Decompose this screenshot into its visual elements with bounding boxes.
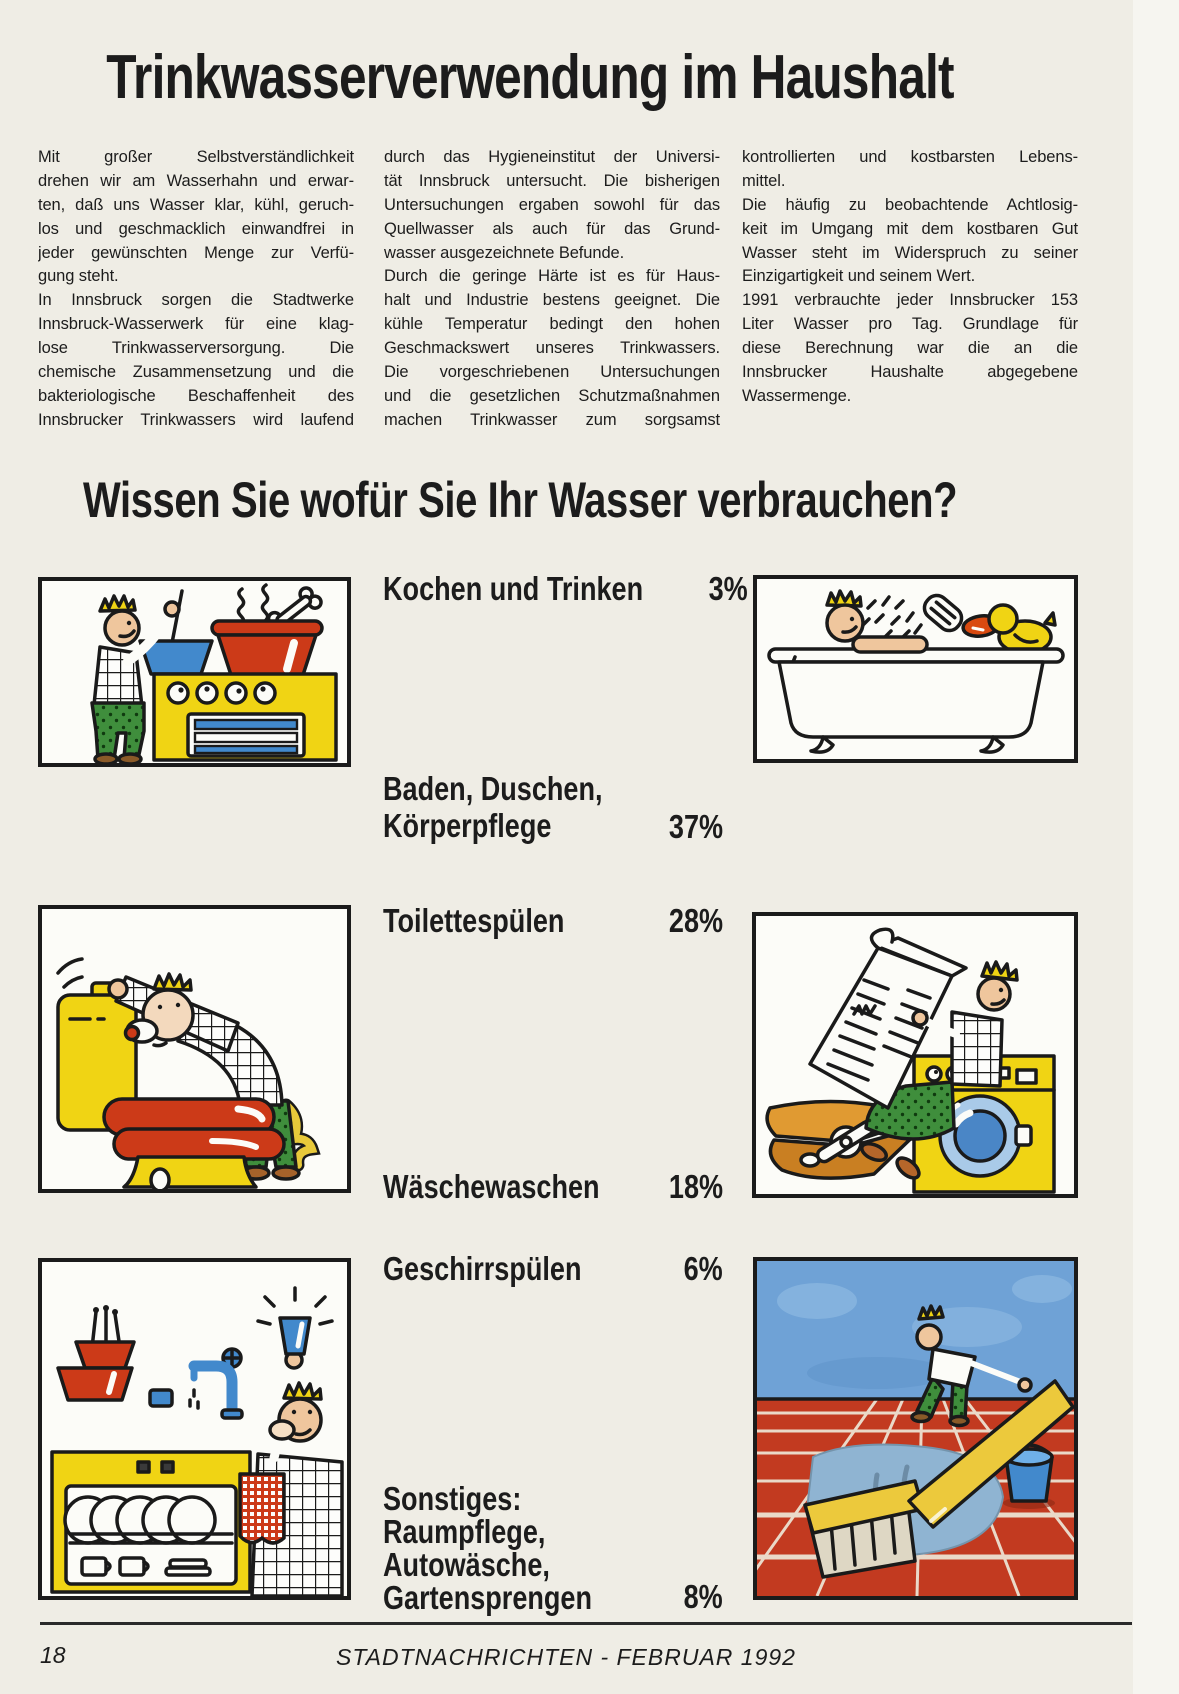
publication-footer: STADTNACHRICHTEN - FEBRUAR 1992 bbox=[336, 1644, 796, 1670]
usage-figure-bathing bbox=[753, 575, 1078, 763]
body-line: Liter Wasser pro Tag. Grundlage für bbox=[742, 315, 1078, 334]
usage-label-text: Kochen und Trinken bbox=[383, 570, 644, 607]
body-line: lose Trinkwasserversorgung. Die bbox=[38, 339, 354, 358]
usage-label-dishes bbox=[383, 1252, 723, 1286]
body-line: Innsbruck-Wasserwerk für eine klag- bbox=[38, 315, 354, 334]
toilet-illustration bbox=[42, 909, 347, 1189]
body-line: kontrollierten und kostbarsten Lebens- bbox=[742, 148, 1078, 166]
usage-figure-other bbox=[753, 1257, 1078, 1600]
dishes-illustration bbox=[42, 1262, 347, 1596]
body-line: 1991 verbrauchte jeder Innsbrucker 153 bbox=[742, 291, 1078, 310]
body-line: jeder gewünschten Menge zur Verfü- bbox=[38, 243, 354, 262]
body-line: Einzigartigkeit und seinem Wert. bbox=[742, 267, 976, 286]
usage-label-text: Raumpflege, bbox=[383, 1513, 546, 1550]
usage-percent: 28% bbox=[668, 902, 723, 939]
usage-percent: 6% bbox=[683, 1250, 723, 1287]
page-title: Trinkwasserverwendung im Haushalt bbox=[106, 43, 954, 112]
usage-label-cooking bbox=[383, 570, 748, 607]
body-line: Wassermenge. bbox=[742, 386, 852, 405]
cooking-illustration bbox=[42, 581, 347, 763]
question-heading: Wissen Sie wofür Sie Ihr Wasser verbrauchen? bbox=[83, 472, 958, 528]
body-line: Geschmackswert unseres Trinkwassers. bbox=[384, 339, 720, 358]
footer-rule bbox=[40, 1622, 1132, 1625]
usage-label-text: Geschirrspülen bbox=[383, 1250, 582, 1287]
usage-label-text: Sonstiges: bbox=[383, 1480, 522, 1517]
body-line: mittel. bbox=[742, 171, 786, 190]
body-line: Mit großer Selbstverständlichkeit bbox=[38, 148, 354, 166]
bathing-illustration bbox=[757, 579, 1074, 759]
usage-label-laundry bbox=[383, 1170, 723, 1204]
usage-label-text: Körperpflege bbox=[383, 807, 552, 844]
body-line: diese Berechnung war die an die bbox=[742, 339, 1078, 358]
body-line: los und geschmacklich einwandfrei in bbox=[38, 219, 354, 238]
usage-percent: 18% bbox=[668, 1168, 723, 1205]
usage-label-text: Gartensprengen bbox=[383, 1579, 593, 1616]
body-line: bakteriologische Beschaffenheit des bbox=[38, 386, 354, 405]
usage-label-bathing bbox=[383, 770, 723, 844]
body-line: chemische Zusammensetzung und die bbox=[38, 363, 354, 382]
body-line: Innsbrucker Haushalte abgegebene bbox=[742, 363, 1078, 382]
usage-figure-laundry bbox=[752, 912, 1078, 1198]
body-line: Innsbrucker Trinkwassers wird laufend bbox=[38, 410, 354, 429]
usage-figure-dishes bbox=[38, 1258, 351, 1600]
body-line: durch das Hygieneinstitut der Universi- bbox=[384, 148, 720, 166]
usage-label-text: Toilettespülen bbox=[383, 902, 565, 939]
body-line: drehen wir am Wasserhahn und erwar- bbox=[38, 171, 354, 190]
body-line: Durch die geringe Härte ist es für Haus- bbox=[384, 267, 720, 286]
usage-label-text: Baden, Duschen, bbox=[383, 770, 603, 807]
page-number: 18 bbox=[40, 1642, 66, 1668]
usage-percent: 37% bbox=[668, 808, 723, 845]
body-line: machen Trinkwasser zum sorgsamst bbox=[384, 410, 720, 429]
intro-column-3 bbox=[742, 146, 1078, 409]
body-line: gung steht. bbox=[38, 267, 119, 286]
intro-column-2 bbox=[384, 146, 720, 433]
body-line: Die häufig zu beobachtende Achtlosig- bbox=[742, 195, 1078, 214]
body-line: Untersuchungen ergaben sowohl für das bbox=[384, 195, 720, 214]
usage-label-toilet bbox=[383, 904, 723, 938]
usage-figure-cooking bbox=[38, 577, 351, 767]
body-line: In Innsbruck sorgen die Stadtwerke bbox=[38, 291, 354, 310]
usage-label-other bbox=[383, 1482, 723, 1614]
usage-figure-toilet bbox=[38, 905, 351, 1193]
page-edge-strip bbox=[1133, 0, 1179, 1694]
body-line: ten, daß uns Wasser klar, kühl, geruch- bbox=[38, 195, 354, 214]
cleaning-illustration bbox=[757, 1261, 1074, 1596]
body-line: keit im Umgang mit dem kostbaren Gut bbox=[742, 219, 1078, 238]
body-line: und die gesetzlichen Schutzmaßnahmen bbox=[384, 386, 720, 405]
usage-label-text: Wäschewaschen bbox=[383, 1168, 600, 1205]
body-line: Wasser steht im Widerspruch zu seiner bbox=[742, 243, 1078, 262]
usage-label-text: Autowäsche, bbox=[383, 1546, 550, 1583]
body-line: Die vorgeschriebenen Untersuchungen bbox=[384, 363, 720, 382]
intro-column-1 bbox=[38, 146, 354, 433]
body-line: wasser ausgezeichnete Befunde. bbox=[384, 243, 625, 262]
usage-percent: 8% bbox=[683, 1578, 723, 1615]
body-line: kühle Temperatur bedingt den hohen bbox=[384, 315, 720, 334]
body-line: Quellwasser als auch für das Grund- bbox=[384, 219, 720, 238]
body-line: halt und Industrie bestens geeignet. Die bbox=[384, 291, 720, 310]
usage-percent: 3% bbox=[708, 570, 748, 607]
laundry-illustration bbox=[756, 916, 1074, 1194]
body-line: tät Innsbruck untersucht. Die bisherigen bbox=[384, 171, 720, 190]
